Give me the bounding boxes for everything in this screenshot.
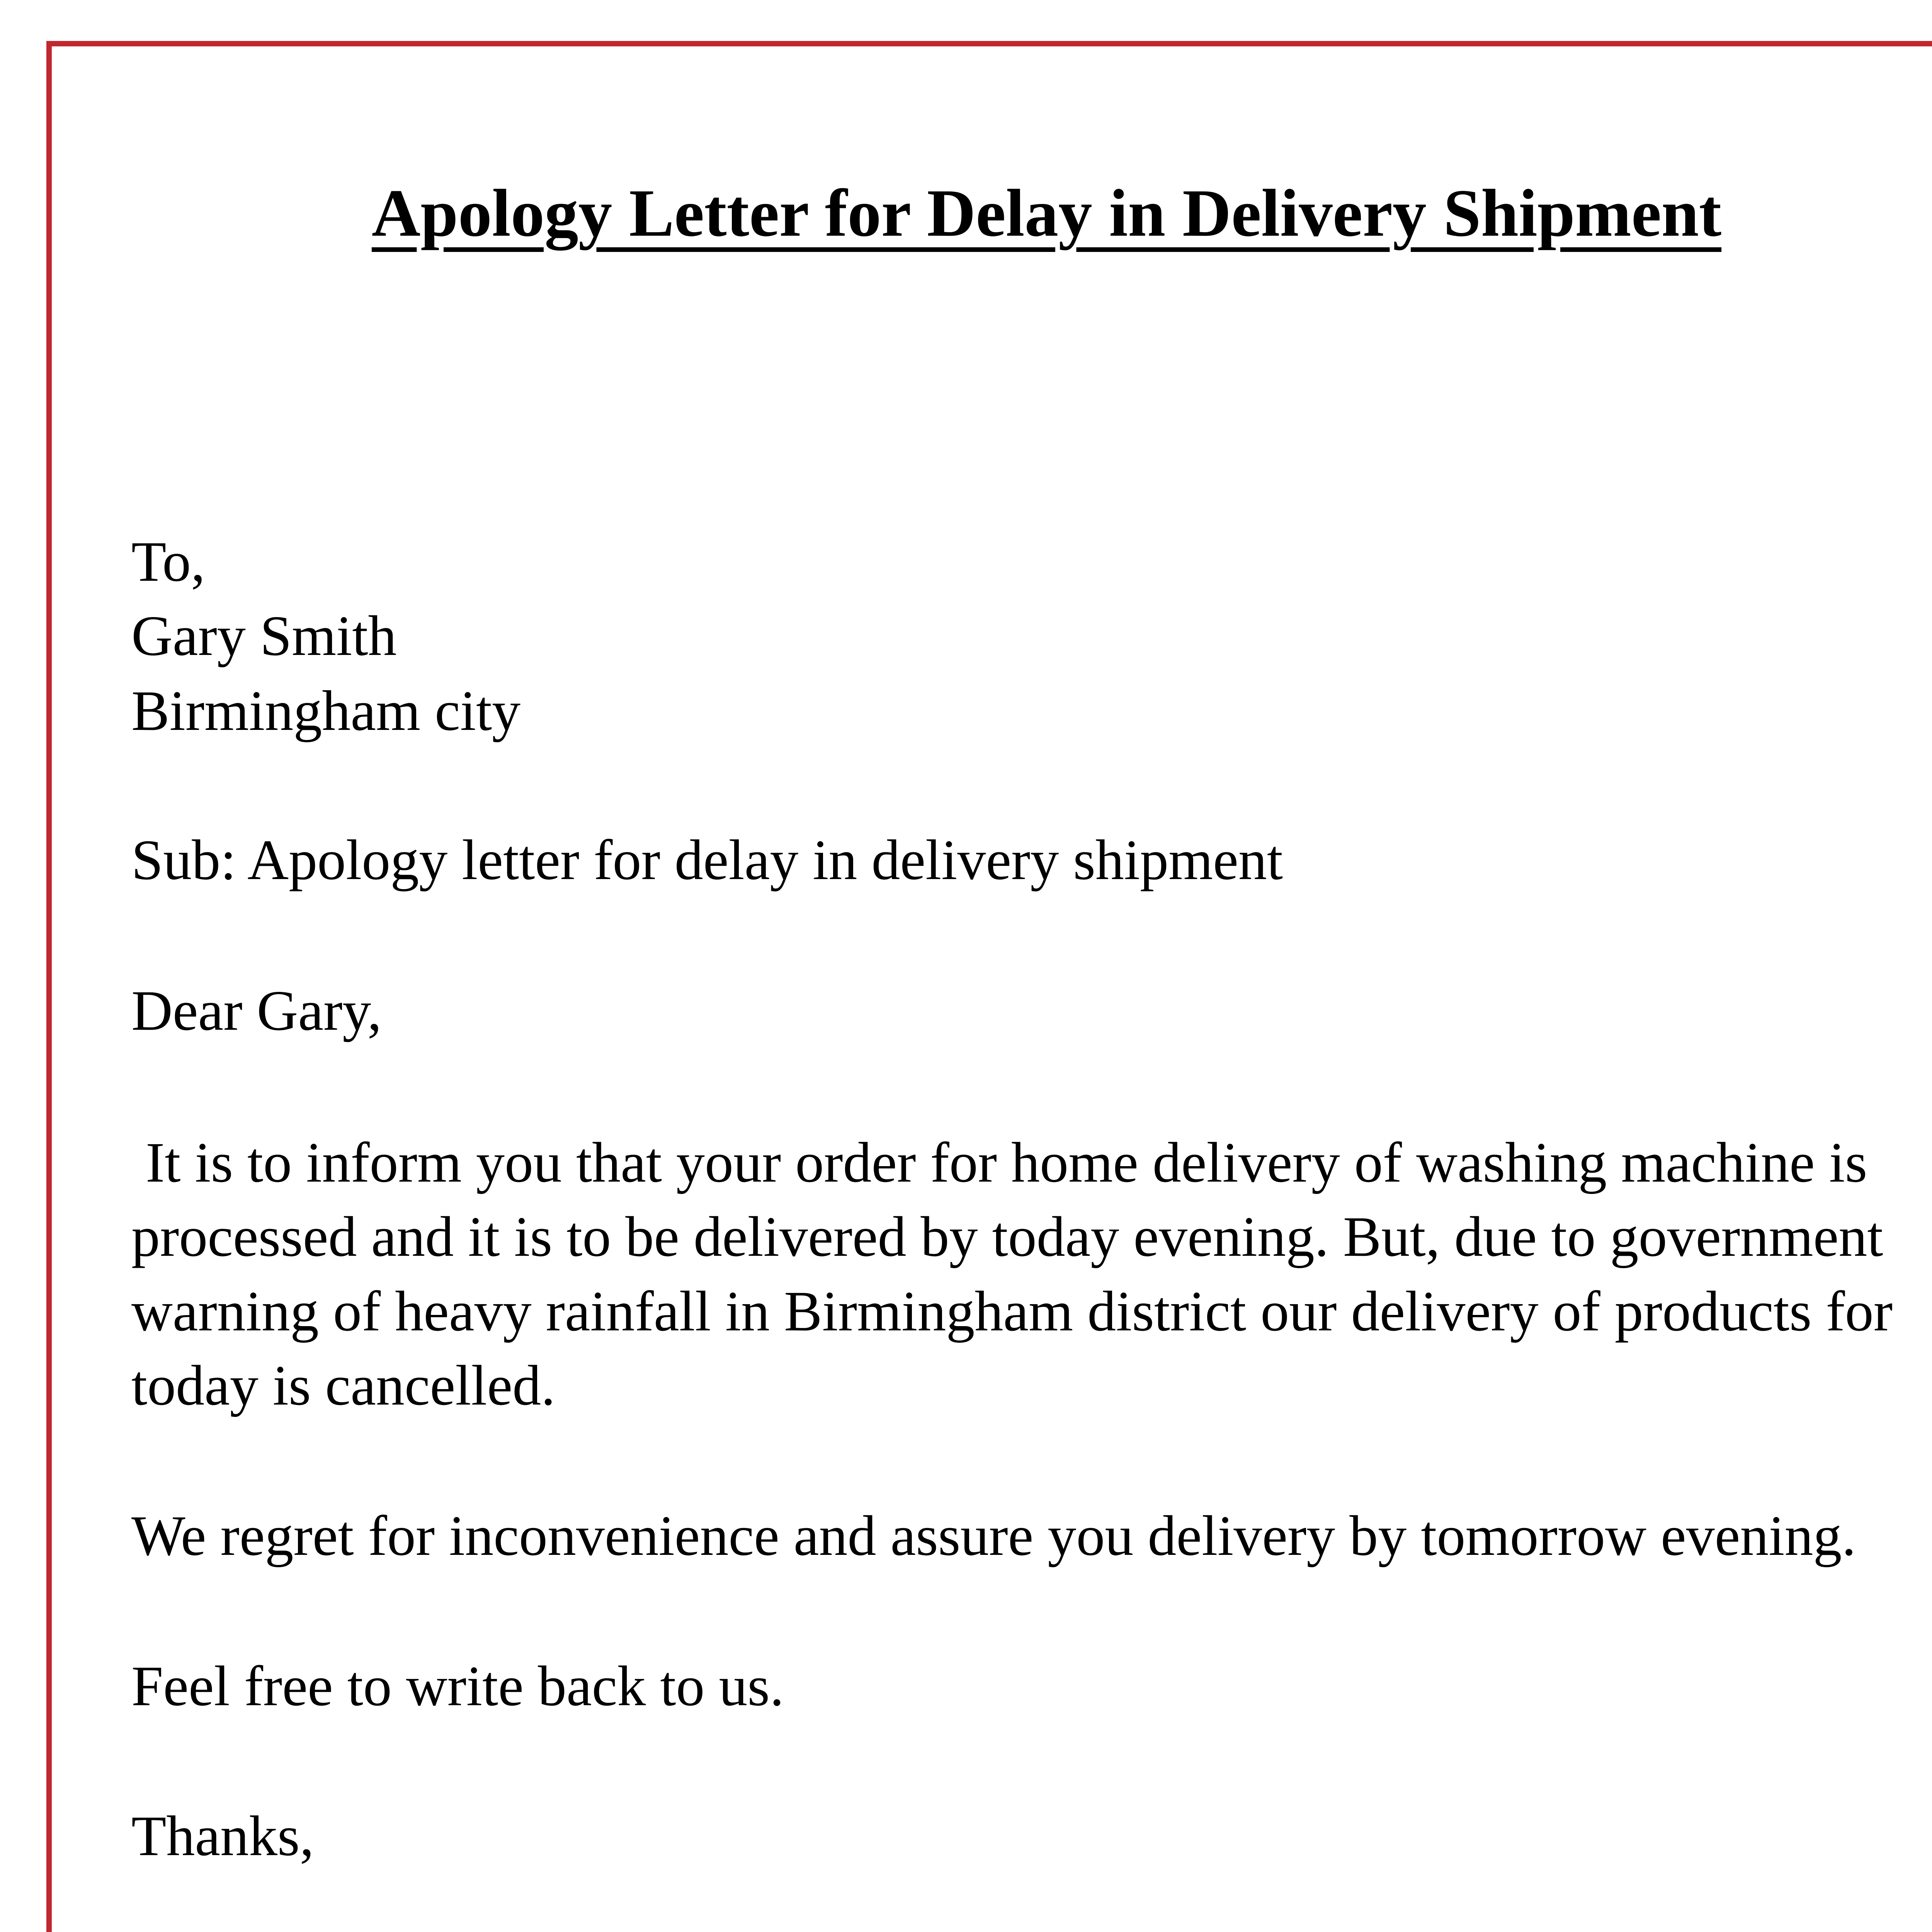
body-paragraph-1-line: warning of heavy rainfall in Birmingham district our delivery of products for <box>131 1280 1893 1343</box>
body-paragraph-1-line: processed and it is to be delivered by today evening. But, due to government <box>131 1205 1883 1269</box>
letter-title <box>0 176 1932 250</box>
recipient-name: Gary Smith <box>131 604 397 668</box>
recipient-city: Birmingham city <box>131 679 521 743</box>
closing: Thanks, <box>131 1804 314 1868</box>
body-paragraph-3: Feel free to write back to us. <box>131 1655 784 1718</box>
letter-title-text: Apology Letter for Delay in Delivery Shipment <box>371 175 1722 250</box>
subject-line: Sub: Apology letter for delay in delivery shipment <box>131 828 1283 892</box>
body-paragraph-1-line: today is cancelled. <box>131 1354 556 1417</box>
body-paragraph-1-line: It is to inform you that your order for home delivery of washing machine is <box>131 1131 1867 1194</box>
recipient-salutation: To, <box>131 530 206 594</box>
body-paragraph-2: We regret for inconvenience and assure you delivery by tomorrow evening. <box>131 1504 1856 1568</box>
greeting: Dear Gary, <box>131 979 382 1043</box>
